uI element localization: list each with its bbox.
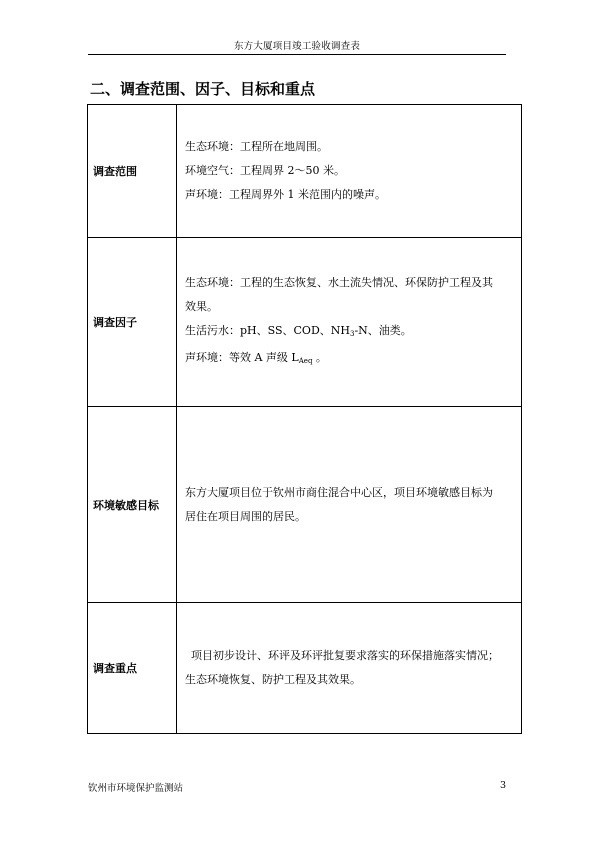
row-label: 调查范围 (88, 105, 177, 238)
table-row (88, 603, 522, 734)
row-content (177, 603, 522, 734)
content-line: 项目初步设计、环评及环评批复要求落实的环保措施落实情况； (191, 649, 499, 662)
table-row (88, 407, 522, 603)
content-line: 环境空气：工程周界 2～50 米。 (185, 164, 345, 177)
content-line: 居住在项目周围的居民。 (185, 509, 306, 523)
content-line: 声环境：工程周界外 1 米范围内的噪声。 (185, 188, 386, 201)
row-content (177, 238, 522, 407)
row-content (177, 407, 522, 603)
content-line: 生态环境：工程所在地周围。 (185, 140, 328, 153)
content-line: 东方大厦项目位于钦州市商住混合中心区，项目环境敏感目标为 (185, 485, 493, 499)
noise-prefix: 声环境：等效 A 声级 L (185, 351, 299, 364)
water-line (185, 319, 513, 346)
section-title: 二、调查范围、因子、目标和重点 (90, 80, 316, 98)
noise-line (185, 346, 513, 373)
row-label: 环境敏感目标 (88, 407, 177, 603)
row-label: 调查重点 (88, 603, 177, 734)
content-line: 生态环境恢复、防护工程及其效果。 (185, 673, 361, 686)
water-subscript: 3 (349, 330, 355, 338)
page-number: 3 (500, 780, 507, 791)
row-label: 调查因子 (88, 238, 177, 407)
noise-suffix: 。 (312, 351, 327, 364)
noise-subscript: Aeq (298, 357, 313, 365)
running-header: 东方大厦项目竣工验收调查表 (233, 41, 361, 52)
table-row (88, 105, 522, 238)
header-rule (88, 54, 506, 55)
footer-organization: 钦州市环境保护监测站 (88, 783, 184, 794)
content-line: 效果。 (185, 300, 218, 313)
content-line: 生态环境：工程的生态恢复、水土流失情况、环保防护工程及其 (185, 276, 493, 289)
table-row (88, 238, 522, 407)
water-prefix: 生活污水：pH、SS、COD、NH (185, 324, 350, 337)
survey-table (87, 104, 522, 734)
water-suffix: -N、油类。 (354, 324, 412, 337)
row-content (177, 105, 522, 238)
